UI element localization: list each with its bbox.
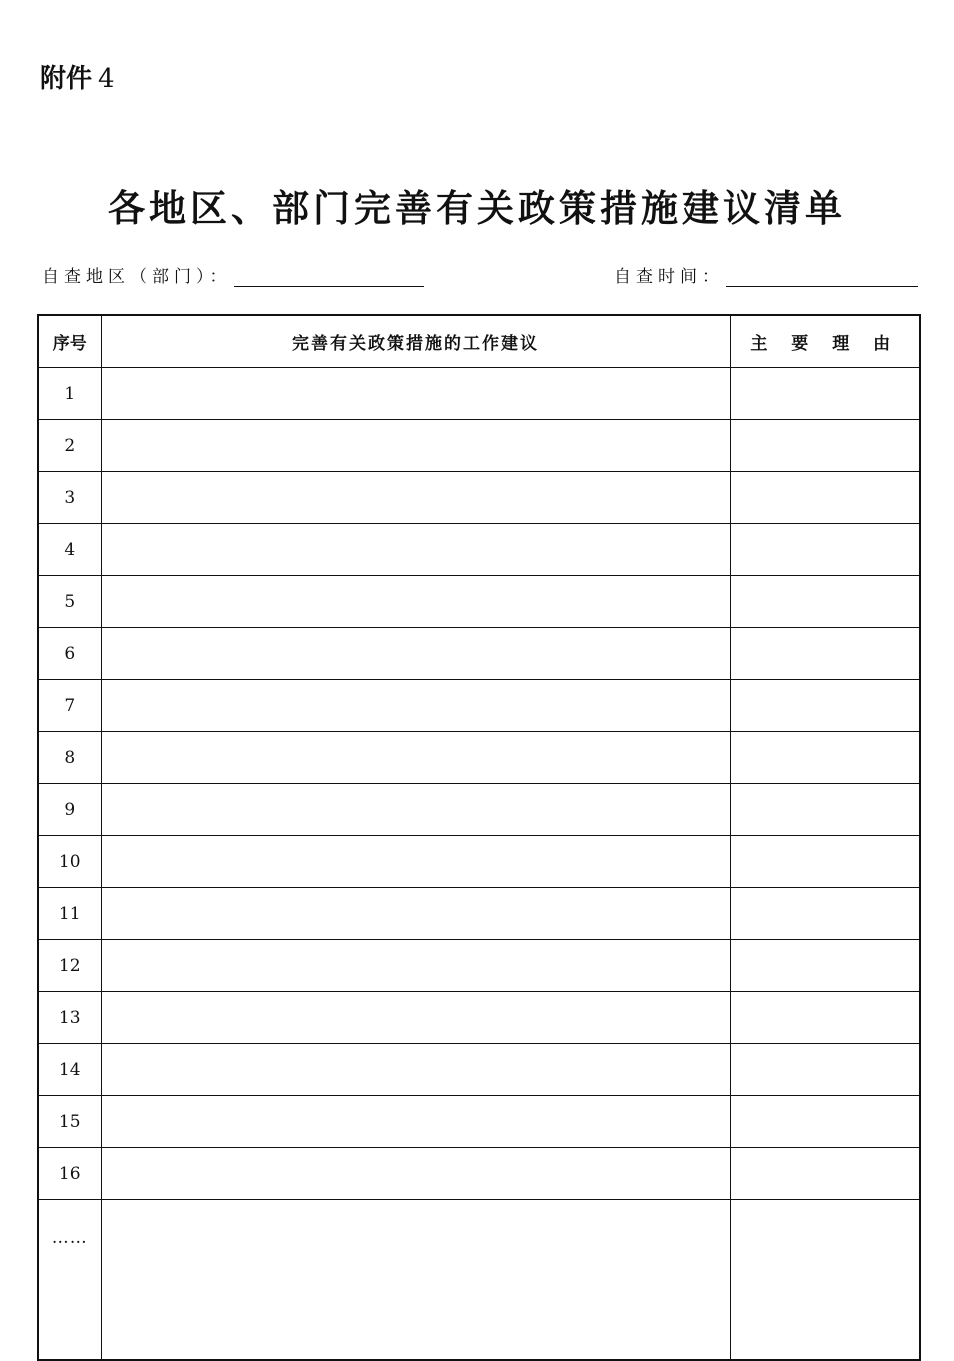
row-reason-cell[interactable]	[730, 524, 920, 576]
table-row	[38, 888, 920, 940]
time-label: 自查时间：	[614, 267, 724, 287]
table-row	[38, 836, 920, 888]
row-seq-cell: 1	[38, 368, 101, 420]
row-seq-cell: 10	[38, 836, 101, 888]
header-reason: 主 要 理 由	[730, 315, 920, 368]
row-reason-cell[interactable]	[730, 420, 920, 472]
row-seq-cell: 12	[38, 940, 101, 992]
row-seq-cell: 8	[38, 732, 101, 784]
row-seq-cell: 6	[38, 628, 101, 680]
region-field	[42, 262, 424, 287]
row-reason-cell[interactable]	[730, 680, 920, 732]
row-seq-cell: 9	[38, 784, 101, 836]
row-seq-cell: 5	[38, 576, 101, 628]
row-suggestion-cell[interactable]	[101, 628, 730, 680]
header-suggestion: 完善有关政策措施的工作建议	[101, 315, 730, 368]
row-reason-cell[interactable]	[730, 784, 920, 836]
region-blank[interactable]	[234, 264, 424, 287]
row-suggestion-cell[interactable]	[101, 524, 730, 576]
table-row	[38, 576, 920, 628]
row-suggestion-cell[interactable]	[101, 576, 730, 628]
table-row-more	[38, 1200, 920, 1361]
row-reason-cell[interactable]	[730, 992, 920, 1044]
row-suggestion-cell[interactable]	[101, 1096, 730, 1148]
table-row	[38, 368, 920, 420]
more-marker: ……	[38, 1200, 101, 1361]
header-seq: 序号	[38, 315, 101, 368]
row-suggestion-cell[interactable]	[101, 836, 730, 888]
row-reason-cell[interactable]	[730, 472, 920, 524]
table-row	[38, 1096, 920, 1148]
table-row	[38, 992, 920, 1044]
region-label: 自查地区（部门）：	[42, 267, 232, 287]
row-suggestion-cell[interactable]	[101, 940, 730, 992]
row-suggestion-cell[interactable]	[101, 732, 730, 784]
table-row	[38, 680, 920, 732]
row-seq-cell: 2	[38, 420, 101, 472]
table-row	[38, 1044, 920, 1096]
table-row	[38, 784, 920, 836]
table-row	[38, 732, 920, 784]
time-field	[614, 262, 918, 287]
row-suggestion-cell[interactable]	[101, 368, 730, 420]
row-suggestion-cell[interactable]	[101, 992, 730, 1044]
row-reason-cell[interactable]	[730, 1148, 920, 1200]
more-reason-cell[interactable]	[730, 1200, 920, 1361]
time-blank[interactable]	[726, 264, 918, 287]
row-seq-cell: 14	[38, 1044, 101, 1096]
row-reason-cell[interactable]	[730, 1044, 920, 1096]
row-seq-cell: 11	[38, 888, 101, 940]
table-row	[38, 628, 920, 680]
document-title: 各地区、部门完善有关政策措施建议清单	[108, 186, 846, 230]
table-row	[38, 420, 920, 472]
row-reason-cell[interactable]	[730, 940, 920, 992]
table-row	[38, 940, 920, 992]
table-row	[38, 1148, 920, 1200]
row-reason-cell[interactable]	[730, 1096, 920, 1148]
row-reason-cell[interactable]	[730, 732, 920, 784]
row-reason-cell[interactable]	[730, 888, 920, 940]
attachment-label	[40, 58, 115, 95]
row-reason-cell[interactable]	[730, 368, 920, 420]
row-suggestion-cell[interactable]	[101, 420, 730, 472]
row-suggestion-cell[interactable]	[101, 1148, 730, 1200]
table-header-row	[38, 315, 920, 368]
attachment-number: 4	[98, 64, 115, 94]
row-suggestion-cell[interactable]	[101, 472, 730, 524]
row-reason-cell[interactable]	[730, 628, 920, 680]
row-seq-cell: 16	[38, 1148, 101, 1200]
suggestion-table	[37, 314, 921, 1361]
row-seq-cell: 3	[38, 472, 101, 524]
row-seq-cell: 15	[38, 1096, 101, 1148]
row-suggestion-cell[interactable]	[101, 888, 730, 940]
row-reason-cell[interactable]	[730, 576, 920, 628]
row-suggestion-cell[interactable]	[101, 680, 730, 732]
row-reason-cell[interactable]	[730, 836, 920, 888]
row-seq-cell: 4	[38, 524, 101, 576]
row-suggestion-cell[interactable]	[101, 784, 730, 836]
row-seq-cell: 7	[38, 680, 101, 732]
table-row	[38, 472, 920, 524]
row-seq-cell: 13	[38, 992, 101, 1044]
table-row	[38, 524, 920, 576]
table-body	[38, 368, 920, 1361]
attachment-text: 附件	[40, 64, 93, 94]
row-suggestion-cell[interactable]	[101, 1044, 730, 1096]
more-suggestion-cell[interactable]	[101, 1200, 730, 1361]
